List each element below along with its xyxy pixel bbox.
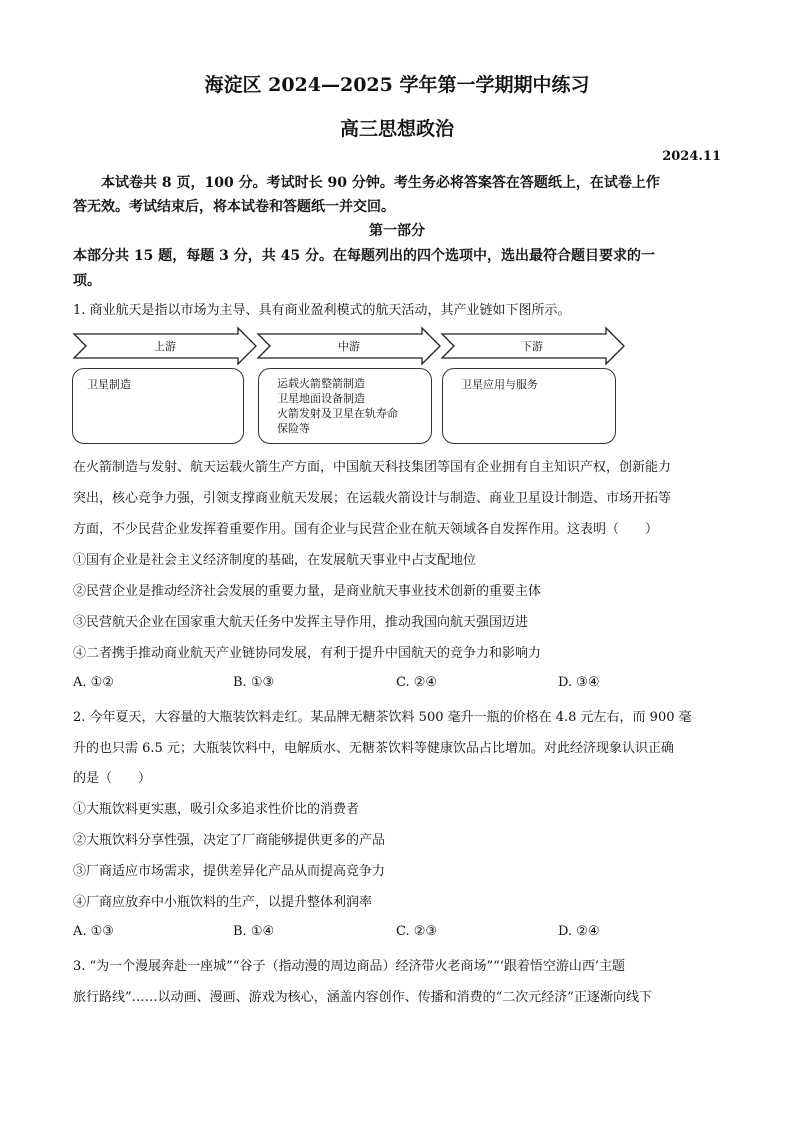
instructions-line-2: 答无效。考试结束后，将本试卷和答题纸一并交回。 [73, 199, 395, 215]
part-description-line-1: 本部分共 15 题，每题 3 分，共 45 分。在每题列出的四个选项中，选出最符合题目要求的一 [73, 248, 655, 264]
q1-text-line-2: 突出，核心竞争力强，引领支撑商业航天发展；在运载火箭设计与制造、商业卫星设计制造、市场开拓等 [73, 491, 672, 506]
part-description-line-2: 项。 [73, 273, 101, 289]
midstream-item: 运载火箭整箭制造 [277, 377, 365, 390]
q1-stem: 1. 商业航天是指以市场为主导、具有商业盈利模式的航天活动，其产业链如下图所示。 [73, 303, 571, 318]
q1-item-2: ②民营企业是推动经济社会发展的重要力量，是商业航天事业技术创新的重要主体 [73, 584, 542, 599]
q2-option-d: D. ②④ [558, 924, 600, 939]
subject-title: 高三思想政治 [339, 118, 454, 140]
q2-item-4: ④厂商应放弃中小瓶饮料的生产，以提升整体利润率 [73, 895, 373, 910]
upstream-item: 卫星制造 [87, 378, 131, 391]
q1-text-line-3: 方面，不少民营企业发挥着重要作用。国有企业与民营企业在航天领域各自发挥作用。这表明（ ） [73, 522, 659, 537]
midstream-item: 卫星地面设备制造 [277, 392, 365, 405]
part-title: 第一部分 [369, 223, 425, 239]
q1-item-4: ④二者携手推动商业航天产业链协同发展，有利于提升中国航天的竞争力和影响力 [73, 646, 542, 661]
q2-text-line-3: 的是（ ） [73, 771, 152, 786]
q1-text-line-1: 在火箭制造与发射、航天运载火箭生产方面，中国航天科技集团等国有企业拥有自主知识产权，创新能力 [73, 460, 672, 475]
q2-text-line-1: 2. 今年夏天，大容量的大瓶装饮料走红。某品牌无糖茶饮料 500 毫升一瓶的价格在 4.8 元左右，而 900 毫 [73, 710, 692, 725]
q1-option-c: C. ②④ [396, 675, 438, 690]
q2-option-b: B. ①④ [233, 924, 275, 939]
midstream-item: 保险等 [277, 422, 310, 435]
exam-title: 海淀区 2024—2025 学年第一学期期中练习 [204, 74, 590, 96]
midstream-box [258, 368, 432, 444]
industry-chain-diagram [70, 326, 630, 448]
stage-label-upstream: 上游 [154, 340, 176, 353]
midstream-item: 火箭发射及卫星在轨寿命 [277, 407, 398, 420]
q2-item-3: ③厂商适应市场需求，提供差异化产品从而提高竞争力 [73, 864, 386, 879]
q2-option-a: A. ①③ [73, 924, 114, 939]
q1-option-a: A. ①② [73, 675, 114, 690]
q2-item-1: ①大瓶饮料更实惠，吸引众多追求性价比的消费者 [73, 802, 360, 817]
q2-item-2: ②大瓶饮料分享性强，决定了厂商能够提供更多的产品 [73, 833, 386, 848]
q1-item-3: ③民营航天企业在国家重大航天任务中发挥主导作用，推动我国向航天强国迈进 [73, 615, 529, 630]
upstream-box [72, 368, 244, 444]
exam-date: 2024.11 [662, 149, 721, 164]
stage-label-downstream: 下游 [521, 340, 543, 353]
q1-item-1: ①国有企业是社会主义经济制度的基础，在发展航天事业中占支配地位 [73, 553, 477, 568]
q1-option-d: D. ③④ [558, 675, 600, 690]
q2-text-line-2: 升的也只需 6.5 元；大瓶装饮料中，电解质水、无糖茶饮料等健康饮品占比增加。对此经济现象认识正确 [73, 741, 674, 756]
q1-option-b: B. ①③ [233, 675, 275, 690]
q3-text-line-2: 旅行路线”……以动画、漫画、游戏为核心，涵盖内容创作、传播和消费的“二次元经济”正逐渐向线下 [73, 990, 652, 1005]
downstream-item: 卫星应用与服务 [461, 378, 538, 391]
q2-option-c: C. ②③ [396, 924, 438, 939]
q3-text-line-1: 3. “为一个漫展奔赴一座城”“谷子（指动漫的周边商品）经济带火老商场”“‘跟着悟空游山西’主题 [73, 959, 626, 974]
downstream-box [442, 368, 616, 444]
stage-label-midstream: 中游 [338, 340, 360, 353]
instructions-line-1: 本试卷共 8 页，100 分。考试时长 90 分钟。考生务必将答案答在答题纸上，在试卷上作 [101, 175, 660, 191]
